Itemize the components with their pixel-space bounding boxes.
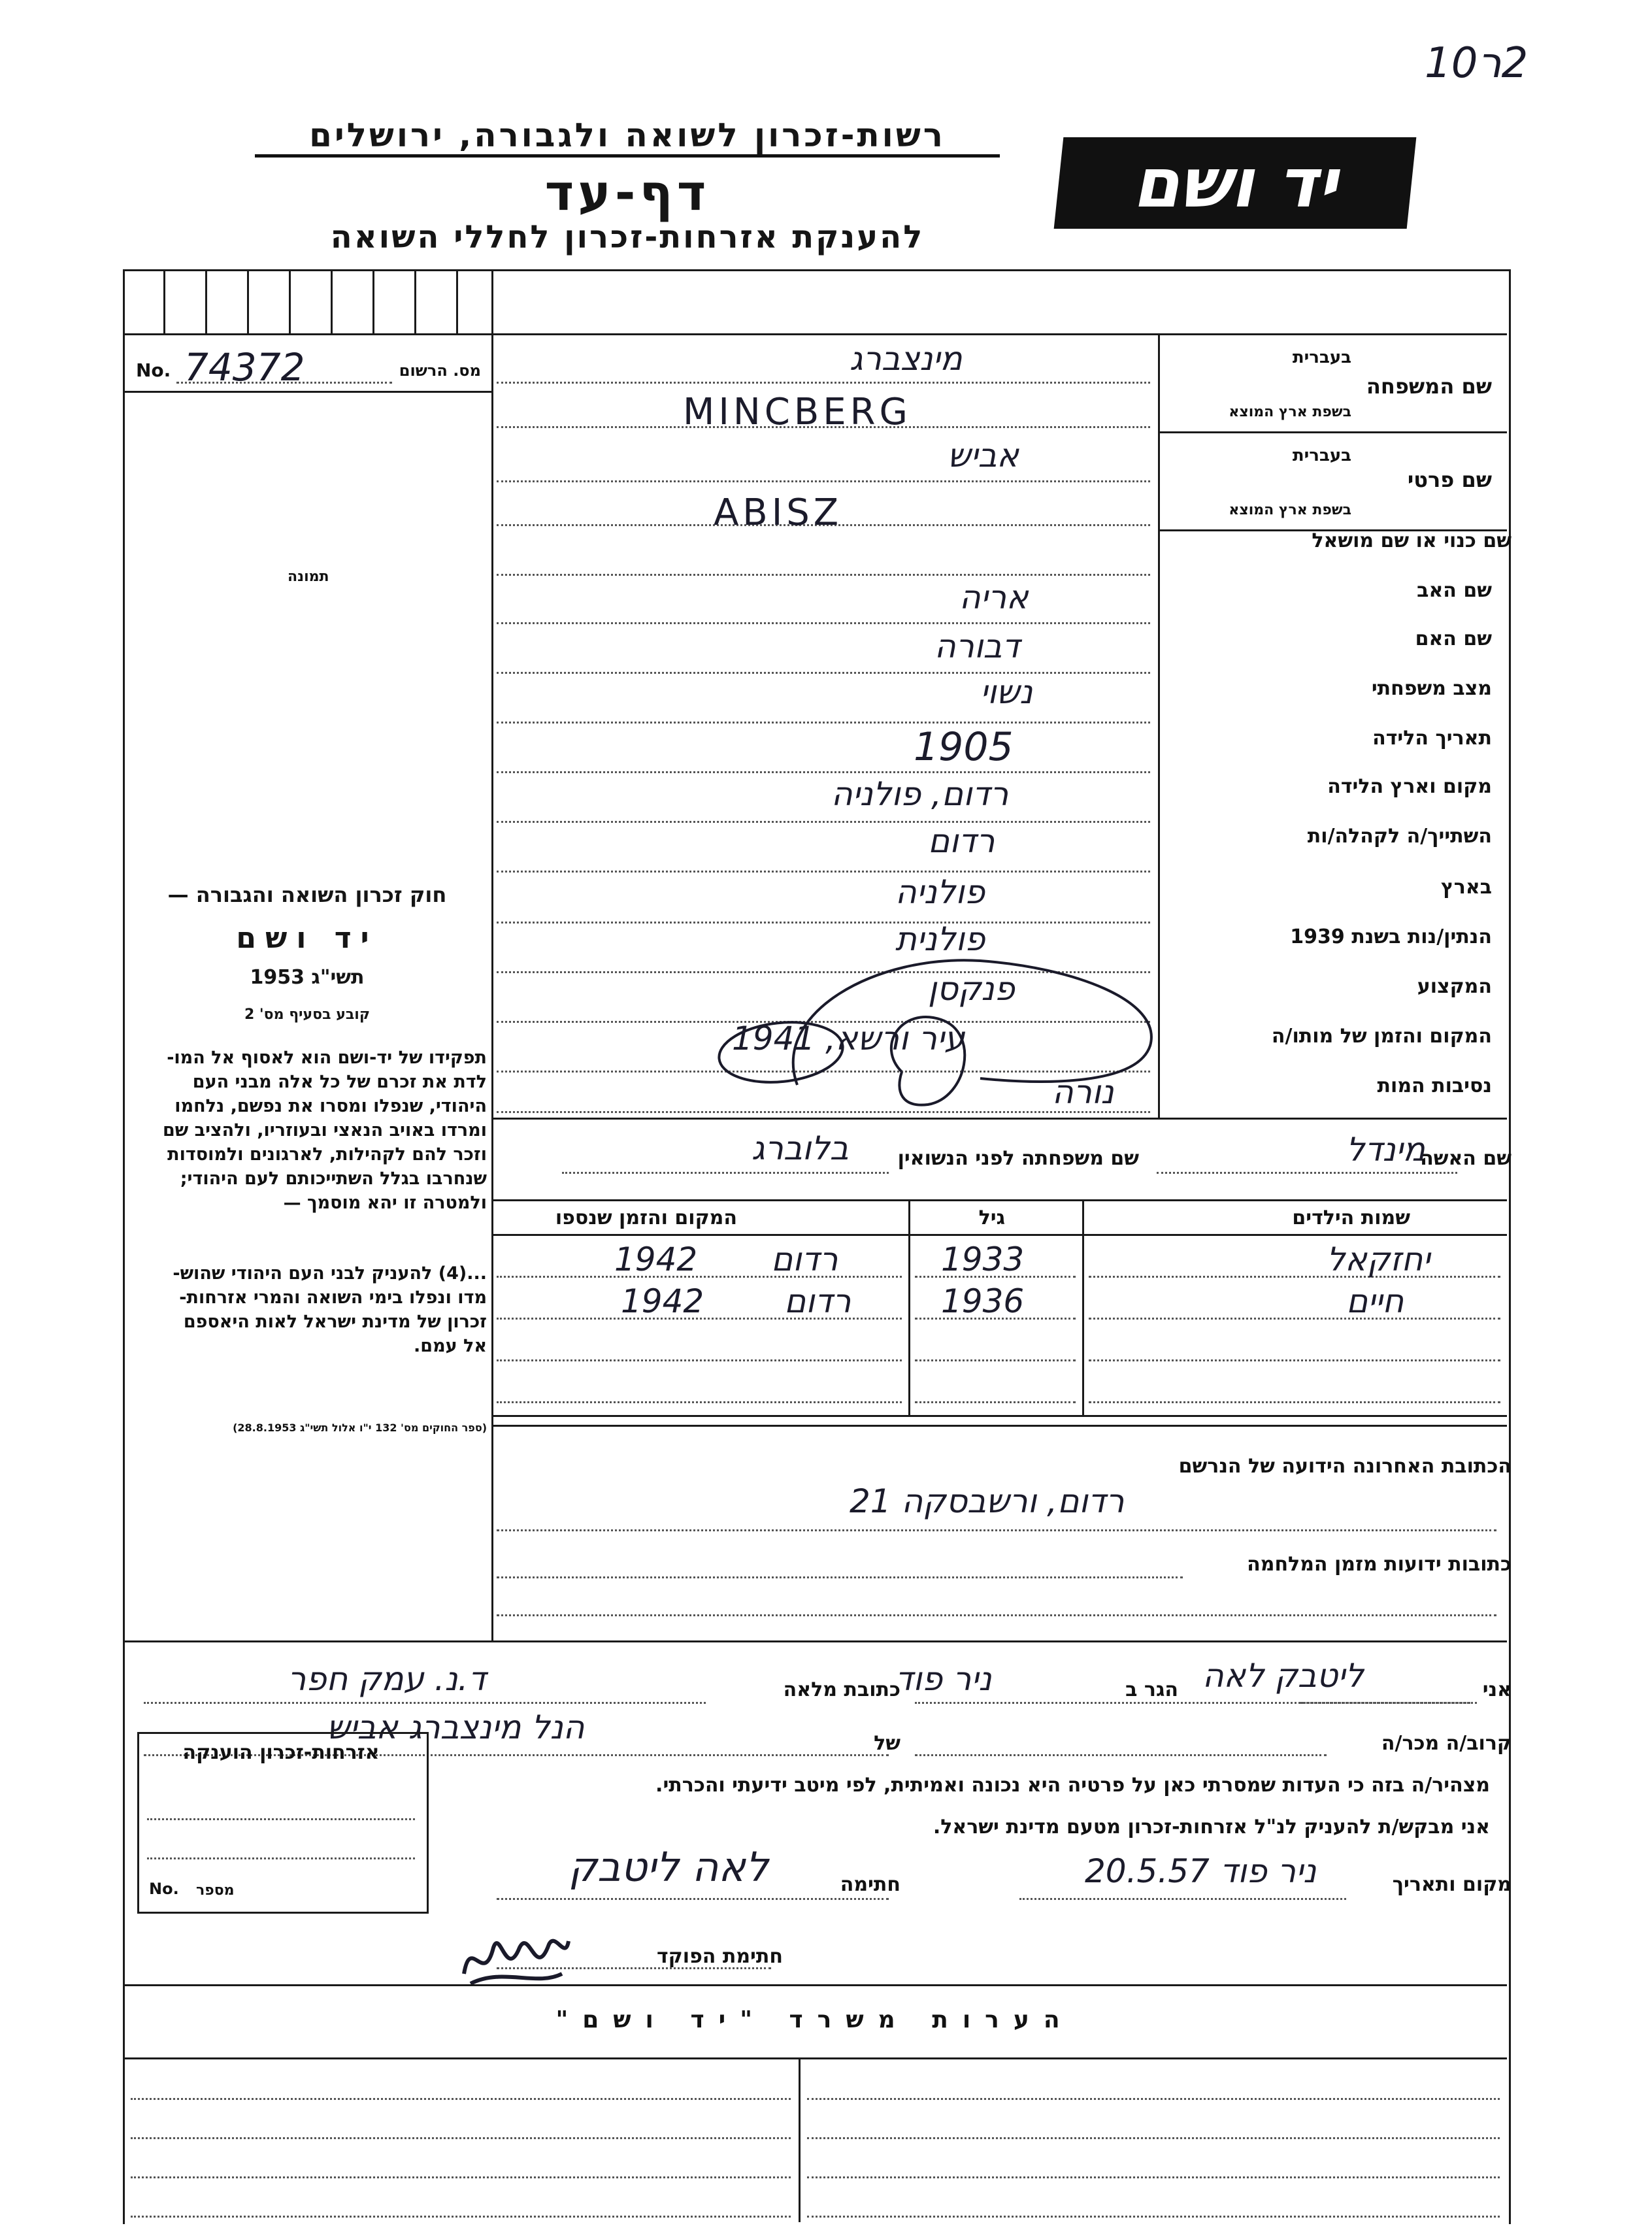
maiden-label: שם משפחתה לפני הנשואין xyxy=(897,1147,1139,1170)
maiden-value: בלוברג xyxy=(752,1129,849,1167)
birthdate-label: תאריך הלידה xyxy=(1372,727,1492,750)
corner-annotation: 2ר10 xyxy=(1425,39,1528,88)
child-death-place: רדום xyxy=(784,1282,851,1320)
law-paragraph-1 xyxy=(134,1046,487,1215)
place-date-value: ניר פוד 20.5.57 xyxy=(1085,1852,1317,1890)
remarks-title: הערות משרד "יד ושם" xyxy=(555,2006,1074,2033)
birthdate-value: 1905 xyxy=(914,724,1014,770)
child-name: חיים xyxy=(1346,1282,1404,1320)
father-value: אריה xyxy=(959,578,1029,616)
child-age: 1936 xyxy=(941,1282,1025,1320)
nickname-label: שם כנוי או שם מושאל xyxy=(1312,529,1512,552)
photo-label: תמונה xyxy=(288,569,329,585)
relation-label: קרוב/ה מכר/ה xyxy=(1381,1732,1512,1755)
law-line: שנחרבו בגלל השתייכותם לעם היהודי; xyxy=(180,1169,487,1189)
declarant-value: ליטבק לאה xyxy=(1202,1657,1364,1695)
law-name: יד ושם xyxy=(236,922,378,955)
signature-label: חתימה xyxy=(840,1873,900,1896)
law-clause: קובע בסעיף מס' 2 xyxy=(244,1007,371,1023)
resides-value: ניר פוד xyxy=(895,1660,992,1698)
i-label: אני xyxy=(1482,1678,1512,1701)
community-value: רדום xyxy=(928,822,995,860)
surname-origin-sublabel: בשפת ארץ המוצא xyxy=(1229,404,1351,420)
death-cause-label: נסיבות המות xyxy=(1377,1074,1492,1097)
war-address-label: כתובות ידועות מזמן המלחמה xyxy=(1247,1553,1512,1576)
child-name: יחזקאל xyxy=(1327,1240,1430,1278)
firstname-hebrew-value: אביש xyxy=(948,437,1019,474)
full-address-label: כתובת מלאה xyxy=(783,1678,900,1701)
citizenship-no-label: No. xyxy=(149,1880,179,1898)
law-line: ולמטרה זו יהא מוסמך — xyxy=(283,1193,487,1213)
child-death-year: 1942 xyxy=(621,1282,704,1320)
law-line: לדת את זכרם של כל אלה מבני העם xyxy=(192,1072,487,1092)
nationality-value: פולנית xyxy=(895,920,985,958)
registration-no-label: No. xyxy=(136,359,171,381)
occupation-value: פנקסן xyxy=(928,970,1015,1008)
law-paragraph-2 xyxy=(134,1261,487,1358)
place-date-label: מקום ותאריך xyxy=(1392,1873,1512,1896)
handwritten-loops xyxy=(706,915,1196,1157)
father-label: שם האב xyxy=(1417,579,1492,602)
law-line: תפקידו של יד-ושם הוא לאסוף אל המו- xyxy=(167,1048,487,1068)
clerk-signature-scrawl xyxy=(457,1922,575,1993)
nationality-label: הנתין/נות בשנת 1939 xyxy=(1290,925,1492,948)
surname-origin-value: MINCBERG xyxy=(683,391,912,433)
children-age-header: גיל xyxy=(978,1207,1005,1229)
form-subtitle: להענקת אזרחות-זכרון לחללי השואה xyxy=(330,219,925,256)
law-title: חוק זכרון השואה והגבורה — xyxy=(167,882,447,907)
child-age: 1933 xyxy=(941,1240,1025,1278)
logo-text: יד ושם xyxy=(1132,143,1338,223)
law-line: מדו ונפלו בימי השואה והמרי אזרחות- xyxy=(179,1288,487,1308)
last-address-label: הכתובת האחרונה הידועה של הנרשם xyxy=(1178,1455,1512,1478)
full-address-value: ד.נ. עמק חפר xyxy=(288,1660,486,1698)
form-title: דף-עד xyxy=(544,163,710,222)
law-year: תשי"ג 1953 xyxy=(250,966,365,989)
community-label: השתייך/ה לקהלה/ות xyxy=(1307,825,1492,848)
surname-hebrew-sublabel: בעברית xyxy=(1292,348,1351,367)
death-cause-value: נורה xyxy=(1052,1073,1114,1111)
law-line: אל עמם. xyxy=(414,1336,487,1356)
children-place-header: המקום והזמן שנספו xyxy=(555,1207,737,1229)
mother-label: שם האם xyxy=(1415,627,1492,650)
birthplace-label: מקום וארץ הלידה xyxy=(1327,775,1492,798)
law-line: זכרון של מדינת ישראל לאות היאספם xyxy=(183,1312,487,1332)
marital-value: נשוי xyxy=(980,673,1033,711)
law-line: וזכר להם לקהילות, לארגונים ולמוסדות xyxy=(167,1144,487,1165)
wife-label: שם האשה xyxy=(1420,1147,1512,1170)
citizenship-number-label: מספר xyxy=(196,1882,235,1899)
firstname-origin-value: ABISZ xyxy=(714,491,843,534)
firstname-label: שם פרטי xyxy=(1407,467,1492,492)
law-line: היהודי, שנפלו ומסרו את נפשם, נלחמו xyxy=(174,1096,487,1116)
declaration-statement-2: אני מבקש/ת להעניק לנ"ל אזרחות-זכרון מטעם מדינת ישראל. xyxy=(933,1816,1490,1839)
death-place-label: המקום והזמן של מותו/ה xyxy=(1271,1025,1492,1048)
authority-title: רשות-זכרון לשואה ולגבורה, ירושלים xyxy=(255,116,1000,158)
registration-label: מס. הרשום xyxy=(399,361,481,380)
occupation-label: המקצוע xyxy=(1417,975,1492,998)
law-citation: (ספר החוקים מס' 132 י"ו אלול תשי"ג 28.8.1953) xyxy=(233,1422,487,1434)
firstname-origin-sublabel: בשפת ארץ המוצא xyxy=(1229,502,1351,518)
death-place-value: עיר ורשא, 1941 xyxy=(732,1020,965,1057)
registration-number: 74372 xyxy=(184,345,305,390)
signature-value: לאה ליטבק xyxy=(569,1843,769,1891)
children-names-header: שמות הילדים xyxy=(1292,1207,1410,1229)
child-death-place: רדום xyxy=(771,1240,838,1278)
firstname-hebrew-sublabel: בעברית xyxy=(1292,446,1351,465)
law-line: ומרדו באויב הנאצי ובעוזריו, ולהציב שם xyxy=(162,1120,487,1140)
country-value: פולניה xyxy=(895,873,985,911)
of-label: של xyxy=(874,1732,900,1755)
child-death-year: 1942 xyxy=(614,1240,698,1278)
wife-value: מינדל xyxy=(1346,1131,1425,1169)
clerk-signature-label: חתימת הפוקד xyxy=(657,1945,783,1968)
surname-label: שם המשפחה xyxy=(1366,374,1492,399)
birthplace-value: רדום, פולניה xyxy=(831,775,1009,813)
law-line: ...(4) להעניק לבני העם היהודי שהוש- xyxy=(173,1263,487,1284)
yad-vashem-logo xyxy=(1054,137,1417,229)
mother-value: דבורה xyxy=(934,627,1020,665)
citizenship-title: אזרחות-זכרון הוענקה xyxy=(182,1741,380,1764)
declaration-statement-1: מצהיר/ה בזה כי העדות שמסרתי כאן על פרטיה היא נכונה ואמיתית, לפי מיטב ידיעתי והכרתי. xyxy=(655,1774,1490,1797)
of-value: הנל מינצברג אביש xyxy=(327,1708,585,1746)
resides-label: הגר ב xyxy=(1125,1678,1178,1701)
country-label: בארץ xyxy=(1440,876,1492,899)
marital-label: מצב משפחתי xyxy=(1371,677,1492,700)
surname-hebrew-value: מינצברג xyxy=(850,340,963,378)
last-address-value: רדום, ורשבסקה 21 xyxy=(850,1482,1125,1520)
